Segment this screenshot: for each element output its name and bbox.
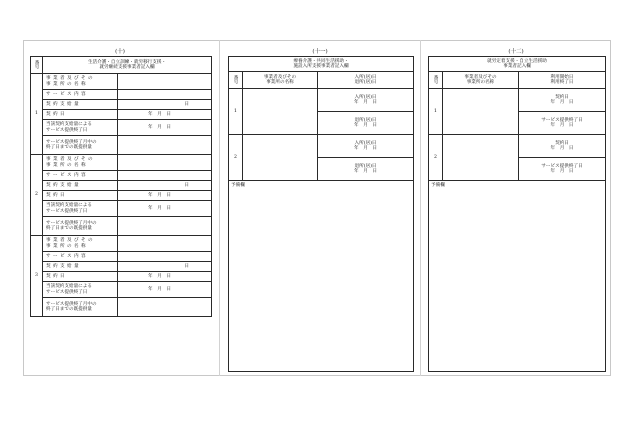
section-number-12: (十二)	[508, 49, 524, 55]
label-quantity: 契約支給量	[43, 100, 118, 110]
section-heading: 生活介護・自立訓練・就労移行支援・ 就労継続支援事業者記入欄	[43, 57, 212, 74]
date-placeholder: 年 月 日	[550, 100, 574, 105]
col-header-number: 番号	[429, 72, 443, 89]
contract-date-field[interactable]: 年 月 日	[118, 191, 212, 201]
contract-date-label: 契約日	[555, 94, 569, 100]
label-provided-amount: サービス提供終了月中の 終了日までの既提供量	[43, 298, 118, 317]
unit-day: 日	[184, 263, 190, 269]
col-header-number: 番号	[31, 57, 43, 74]
service-field[interactable]	[118, 90, 212, 100]
page-divider	[219, 40, 220, 376]
provider-field[interactable]	[243, 89, 318, 135]
label-provided-amount: サービス提供終了月中の 終了日までの既提供量	[43, 217, 118, 236]
section-heading: 療養介護・共同生活援助・ 施設入所支援事業者記入欄	[229, 57, 414, 72]
date-placeholder: 年 月 日	[354, 100, 377, 105]
label-contract-date: 契約日	[43, 110, 118, 120]
row-number: 2	[229, 135, 243, 181]
label-provider: 事業者及びその 事業所の名称	[43, 74, 118, 90]
col-header-dates: 入所(居)日 退所(居)日	[318, 72, 414, 89]
date-placeholder: 年 月 日	[550, 146, 574, 151]
service-end-date-field[interactable]	[519, 158, 606, 181]
contract-date-field[interactable]	[519, 89, 606, 112]
date-placeholder: 年 月 日	[354, 146, 377, 151]
label-end-date: 当該契約支給量による サービス提供終了日	[43, 201, 118, 217]
row-number: 1	[229, 89, 243, 135]
date-placeholder: 年 月 日	[354, 169, 377, 174]
move-out-date-field[interactable]	[318, 112, 414, 135]
row-number: 1	[429, 89, 443, 135]
label-contract-date: 契約日	[43, 191, 118, 201]
service-end-date-label: サービス提供終了日	[541, 117, 583, 123]
provided-amount-field[interactable]	[118, 136, 212, 155]
label-end-date: 当該契約支給量による サービス提供終了日	[43, 282, 118, 298]
section-number-11: (十一)	[312, 49, 328, 55]
label-provider: 事業者及びその 事業所の名称	[43, 155, 118, 171]
provider-field[interactable]	[443, 89, 519, 135]
unit-day: 日	[184, 101, 190, 107]
label-quantity: 契約支給量	[43, 181, 118, 191]
contract-date-field[interactable]	[519, 135, 606, 158]
label-provided-amount: サービス提供終了月中の 終了日までの既提供量	[43, 136, 118, 155]
provider-field[interactable]	[243, 135, 318, 181]
quantity-field[interactable]	[118, 262, 212, 272]
table-section-10	[30, 56, 212, 317]
page-divider	[420, 40, 421, 376]
quantity-field[interactable]	[118, 181, 212, 191]
col-header-provider: 事業者及びその 事業所の名称	[243, 72, 318, 89]
quantity-field[interactable]	[118, 100, 212, 110]
move-out-date-field[interactable]	[318, 158, 414, 181]
provider-field[interactable]	[443, 135, 519, 181]
label-service: サービス内容	[43, 90, 118, 100]
table-section-11	[228, 56, 414, 372]
service-end-date-label: サービス提供終了日	[541, 163, 583, 169]
label-quantity: 契約支給量	[43, 262, 118, 272]
move-in-date-field[interactable]	[318, 135, 414, 158]
label-end-date: 当該契約支給量による サービス提供終了日	[43, 120, 118, 136]
unit-day: 日	[184, 182, 190, 188]
provider-field[interactable]	[118, 236, 212, 252]
section-heading: 就労定着支援・自立生活援助 事業者記入欄	[429, 57, 606, 72]
move-out-date-label: 退所(居)日	[354, 163, 377, 169]
provided-amount-field[interactable]	[118, 298, 212, 317]
row-number: 2	[429, 135, 443, 181]
move-out-date-label: 退所(居)日	[354, 117, 377, 123]
move-in-date-label: 入所(居)日	[354, 94, 377, 100]
col-header-number: 番号	[229, 72, 243, 89]
memo-field[interactable]: 予備欄	[429, 181, 606, 372]
end-date-field[interactable]: 年 月 日	[118, 201, 212, 217]
provider-field[interactable]	[118, 155, 212, 171]
provider-field[interactable]	[118, 74, 212, 90]
memo-field[interactable]: 予備欄	[229, 181, 414, 372]
end-date-field[interactable]: 年 月 日	[118, 120, 212, 136]
col-header-provider: 事業者及びその 事業所の名称	[443, 72, 519, 89]
date-placeholder: 年 月 日	[550, 123, 574, 128]
contract-date-field[interactable]: 年 月 日	[118, 110, 212, 120]
row-number: 1	[31, 74, 43, 155]
row-number: 2	[31, 155, 43, 236]
service-field[interactable]	[118, 252, 212, 262]
contract-date-label: 契約日	[555, 140, 569, 146]
table-section-12	[428, 56, 606, 372]
col-header-dates: 利用開始日 利用終了日	[519, 72, 606, 89]
label-service: サービス内容	[43, 252, 118, 262]
date-placeholder: 年 月 日	[550, 169, 574, 174]
contract-date-field[interactable]: 年 月 日	[118, 272, 212, 282]
move-in-date-field[interactable]	[318, 89, 414, 112]
section-number-10: (十)	[115, 49, 125, 55]
date-placeholder: 年 月 日	[354, 123, 377, 128]
service-field[interactable]	[118, 171, 212, 181]
provided-amount-field[interactable]	[118, 217, 212, 236]
label-contract-date: 契約日	[43, 272, 118, 282]
service-end-date-field[interactable]	[519, 112, 606, 135]
row-number: 3	[31, 236, 43, 317]
label-provider: 事業者及びその 事業所の名称	[43, 236, 118, 252]
end-date-field[interactable]: 年 月 日	[118, 282, 212, 298]
label-service: サービス内容	[43, 171, 118, 181]
move-in-date-label: 入所(居)日	[354, 140, 377, 146]
